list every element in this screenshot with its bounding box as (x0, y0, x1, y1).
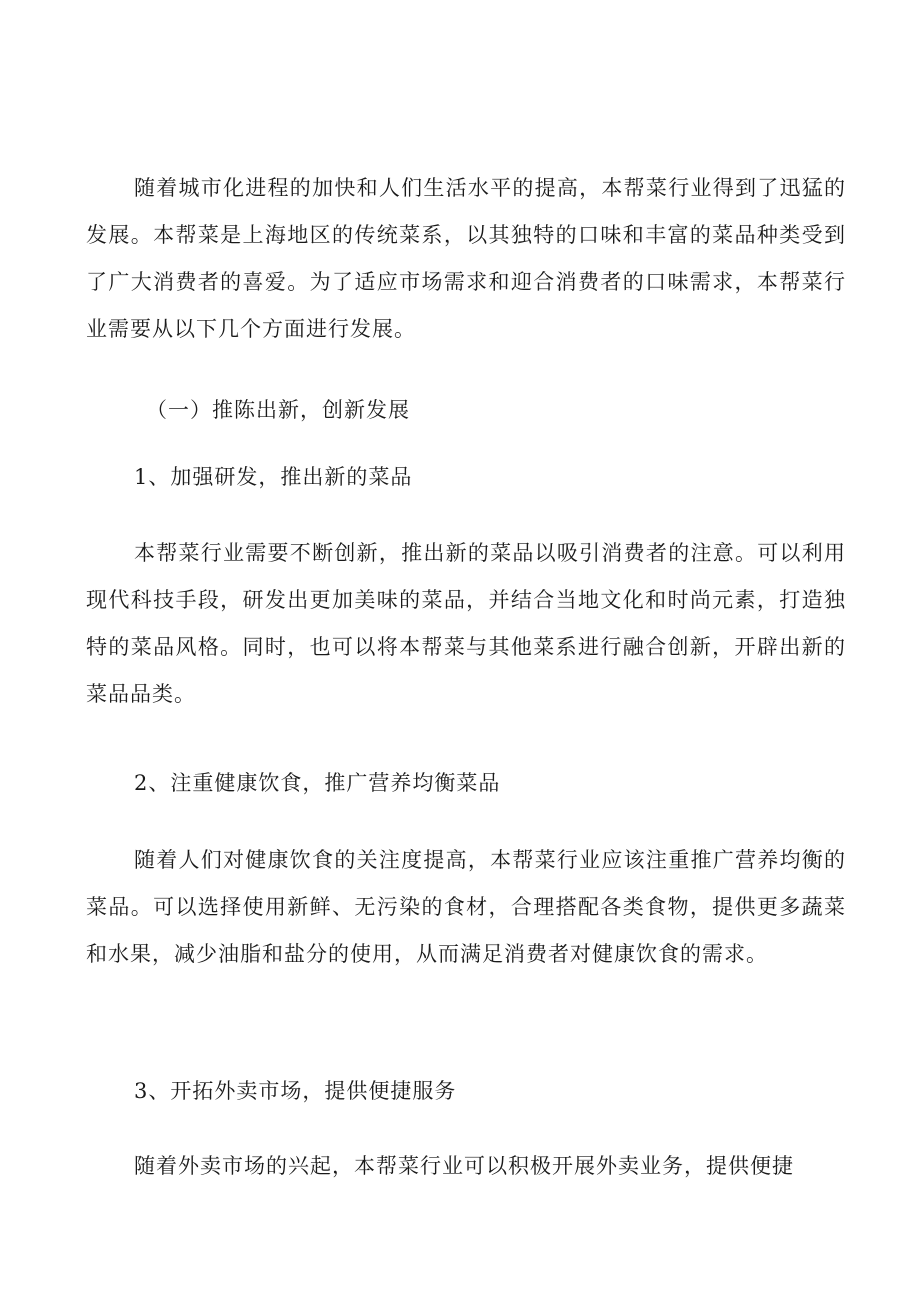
item-heading-3: 3、开拓外卖市场，提供便捷服务 (134, 1079, 457, 1103)
item-heading-2: 2、注重健康饮食，推广营养均衡菜品 (134, 771, 501, 795)
intro-paragraph: 随着城市化进程的加快和人们生活水平的提高，本帮菜行业得到了迅猛的发展。本帮菜是上海地区的传统菜系，以其独特的口味和丰富的菜品种类受到了广大消费者的喜爱。为了适应市场需求和迎合消费者的口味需求，本帮菜行业需要从以下几个方面进行发展。 (86, 176, 846, 341)
item-body-1: 本帮菜行业需要不断创新，推出新的菜品以吸引消费者的注意。可以利用现代科技手段，研发出更加美味的菜品，并结合当地文化和时尚元素，打造独特的菜品风格。同时，也可以将本帮菜与其他菜系进行融合创新，开辟出新的菜品品类。 (86, 541, 846, 706)
section-heading: （一）推陈出新，创新发展 (146, 398, 410, 422)
item-body-3: 随着外卖市场的兴起，本帮菜行业可以积极开展外卖业务，提供便捷 (134, 1154, 794, 1178)
item-heading-1: 1、加强研发，推出新的菜品 (134, 465, 413, 489)
item-body-2: 随着人们对健康饮食的关注度提高，本帮菜行业应该注重推广营养均衡的菜品。可以选择使用新鲜、无污染的食材，合理搭配各类食物，提供更多蔬菜和水果，减少油脂和盐分的使用，从而满足消费者对健康饮食的需求。 (86, 848, 846, 966)
